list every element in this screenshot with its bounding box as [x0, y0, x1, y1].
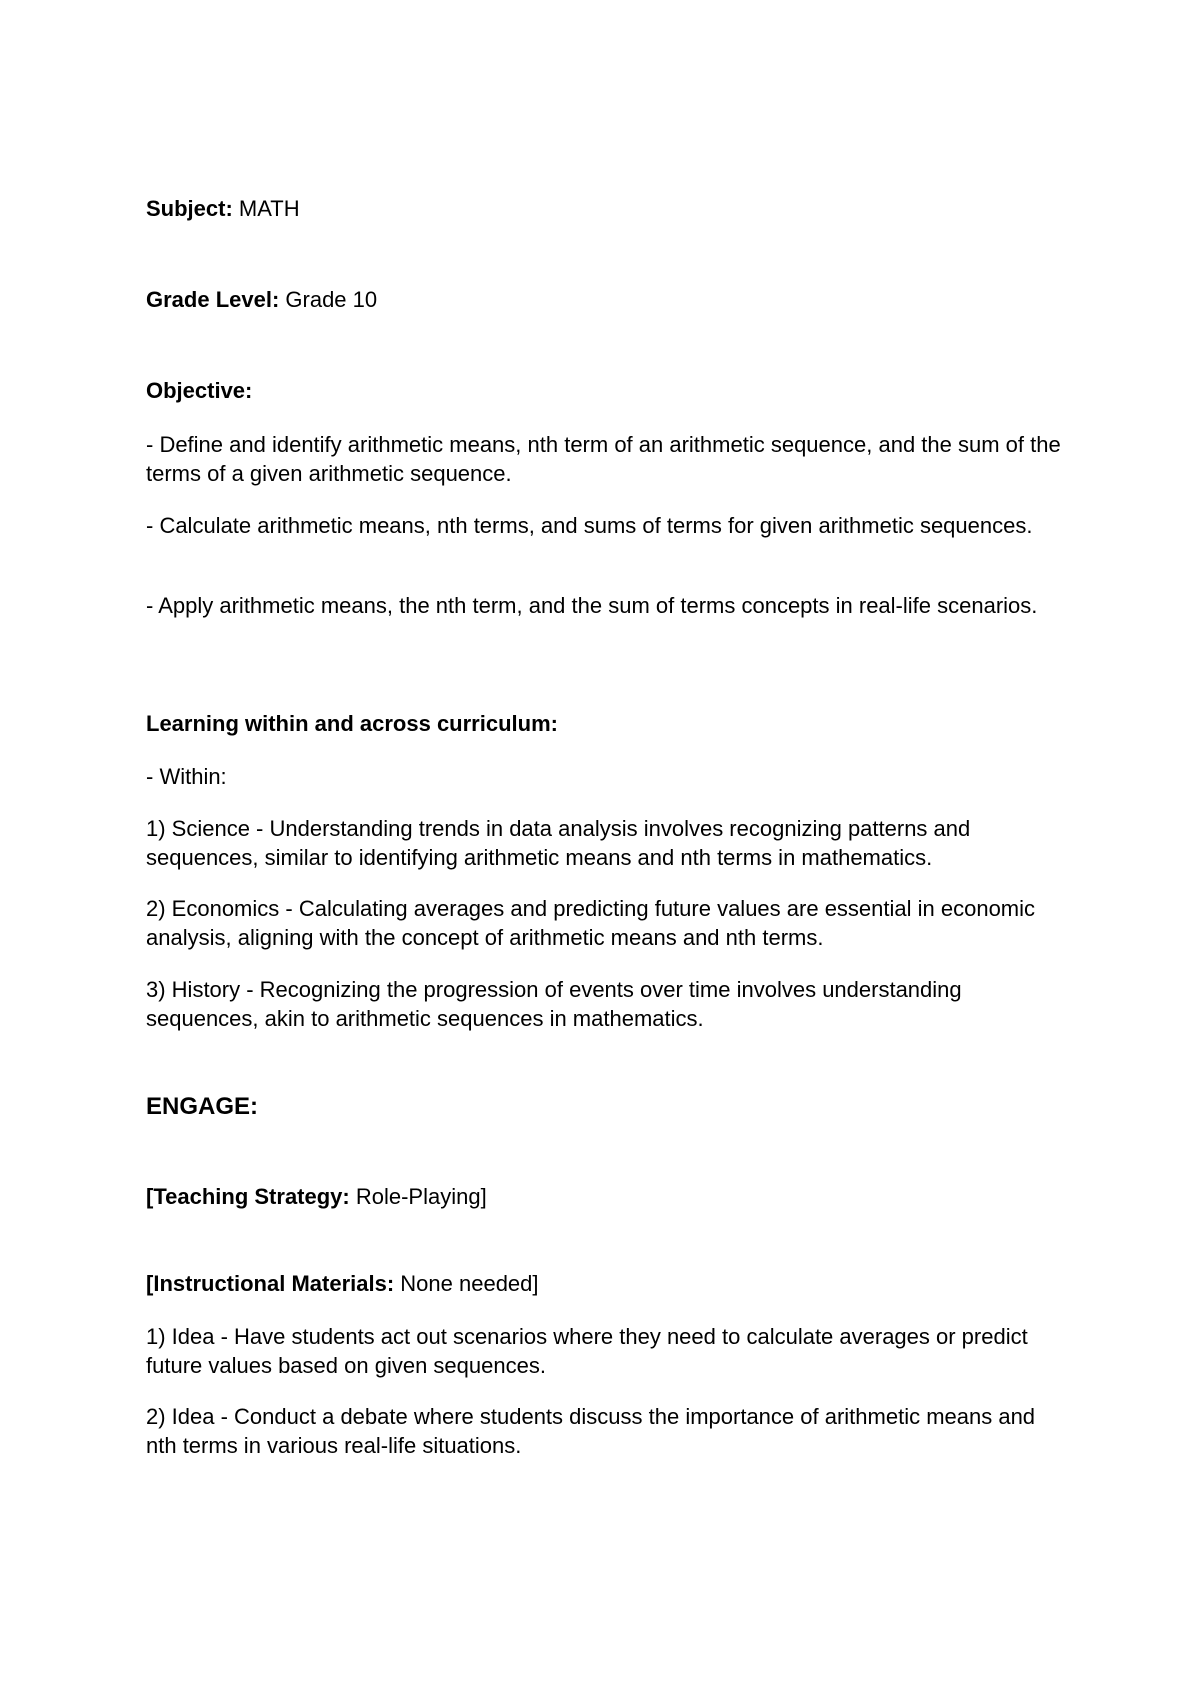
grade-level-line — [146, 285, 1066, 314]
grade-level-value: Grade 10 — [279, 287, 378, 312]
learning-within-label: - Within: — [146, 764, 227, 789]
teaching-strategy-line — [146, 1182, 1066, 1211]
objective-item-2: - Calculate arithmetic means, nth terms, and sums of terms for given arithmetic sequences. — [146, 513, 1033, 538]
subject-label: Subject: — [146, 196, 233, 221]
instructional-materials-bracket: [ — [146, 1271, 154, 1296]
instructional-materials-label: Instructional Materials: — [153, 1271, 395, 1296]
subject-value: MATH — [232, 196, 300, 221]
learning-heading: Learning within and across curriculum: — [146, 711, 558, 736]
teaching-strategy-label: Teaching Strategy: — [153, 1184, 350, 1209]
objective-item-3: - Apply arithmetic means, the nth term, and the sum of terms concepts in real-life scenarios. — [146, 593, 1038, 618]
teaching-strategy-bracket: [ — [146, 1184, 154, 1209]
grade-level-label: Grade Level: — [146, 287, 280, 312]
subject-line — [146, 194, 1066, 223]
objective-item-1: - Define and identify arithmetic means, nth term of an arithmetic sequence, and the sum of the terms of a given arithmetic sequence. — [146, 432, 1061, 486]
instructional-materials-value: None needed] — [394, 1271, 539, 1296]
objective-heading: Objective: — [146, 378, 253, 403]
learning-item-history: 3) History - Recognizing the progression of events over time involves understanding sequences, akin to arithmetic sequences in mathematics. — [146, 977, 962, 1031]
engage-idea-1: 1) Idea - Have students act out scenarios where they need to calculate averages or predict future values based on given sequences. — [146, 1324, 1028, 1378]
teaching-strategy-value: Role-Playing] — [349, 1184, 487, 1209]
engage-heading: ENGAGE: — [146, 1093, 259, 1120]
instructional-materials-line — [146, 1269, 1066, 1298]
learning-item-science: 1) Science - Understanding trends in data analysis involves recognizing patterns and sequences, similar to identifying arithmetic means and nth terms in mathematics. — [146, 816, 971, 870]
learning-item-economics: 2) Economics - Calculating averages and predicting future values are essential in economic analysis, aligning with the concept of arithmetic means and nth terms. — [146, 896, 1036, 950]
engage-idea-2: 2) Idea - Conduct a debate where students discuss the importance of arithmetic means and nth terms in various real-life situations. — [146, 1404, 1036, 1458]
